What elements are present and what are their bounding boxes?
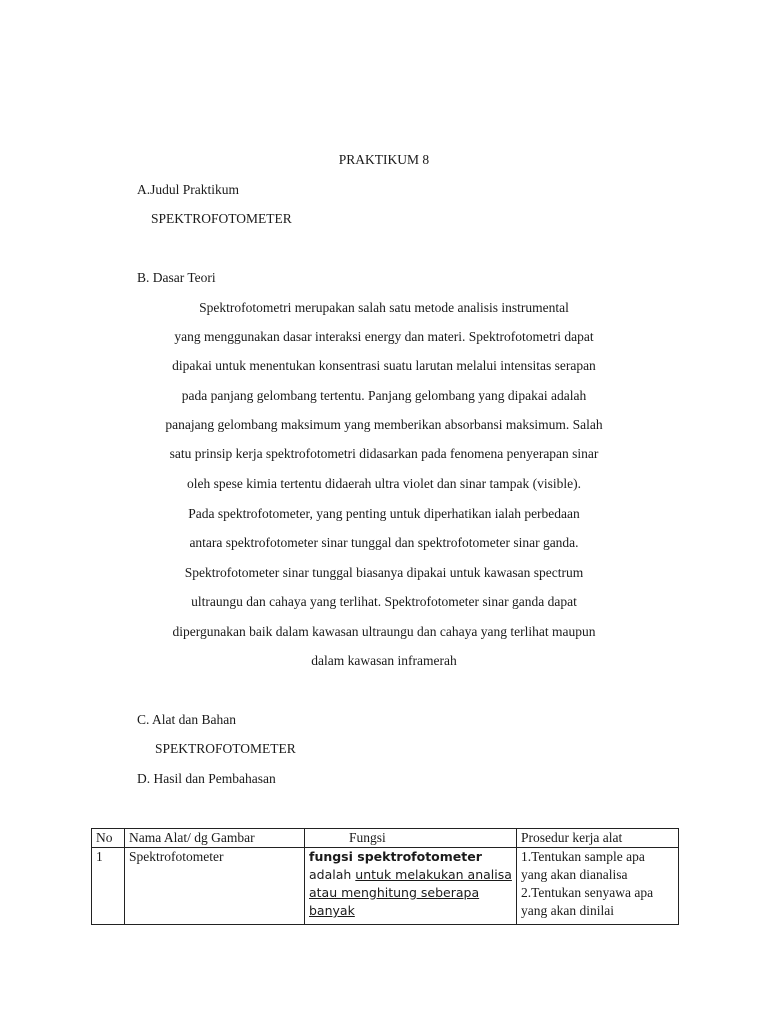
paragraph-line: panajang gelombang maksimum yang memberikan absorbansi maksimum. Salah: [165, 417, 603, 432]
section-b-heading: B. Dasar Teori: [137, 270, 216, 285]
section-a-content: SPEKTROFOTOMETER: [151, 211, 292, 226]
paragraph-line: satu prinsip kerja spektrofotometri didasarkan pada fenomena penyerapan sinar: [169, 446, 599, 461]
paragraph-line: dipakai untuk menentukan konsentrasi suatu larutan melalui intensitas serapan: [172, 358, 596, 373]
section-c-heading: C. Alat dan Bahan: [137, 712, 236, 727]
header-nama-alat: Nama Alat/ dg Gambar: [125, 829, 305, 848]
paragraph-line: yang menggunakan dasar interaksi energy dan materi. Spektrofotometri dapat: [174, 329, 594, 344]
table-header-row: [92, 829, 679, 848]
prosedur-step: 1.Tentukan sample apa yang akan dianalisa: [521, 849, 645, 882]
paragraph-line: Spektrofotometer sinar tunggal biasanya dipakai untuk kawasan spectrum: [184, 565, 584, 580]
paragraph-line: dipergunakan baik dalam kawasan ultraungu dan cahaya yang terlihat maupun: [172, 624, 596, 639]
fungsi-bold-text: fungsi spektrofotometer: [309, 849, 482, 864]
paragraph-line: Pada spektrofotometer, yang penting untuk diperhatikan ialah perbedaan: [188, 506, 580, 521]
section-d-heading: D. Hasil dan Pembahasan: [137, 771, 276, 786]
paragraph-line: antara spektrofotometer sinar tunggal dan spektrofotometer sinar ganda.: [189, 535, 579, 550]
header-no: No: [92, 829, 125, 848]
header-prosedur: Prosedur kerja alat: [517, 829, 679, 848]
section-c-content: SPEKTROFOTOMETER: [155, 741, 296, 756]
cell-fungsi: [305, 848, 517, 925]
cell-prosedur: [517, 848, 679, 925]
section-a-heading: A.Judul Praktikum: [137, 182, 240, 197]
table-row: [92, 848, 679, 925]
paragraph-line: Spektrofotometri merupakan salah satu metode analisis instrumental: [199, 300, 569, 315]
results-table: [91, 828, 679, 925]
cell-no: 1: [92, 848, 125, 925]
paragraph-line: oleh spese kimia tertentu didaerah ultra violet dan sinar tampak (visible).: [187, 476, 581, 491]
cell-nama-alat: Spektrofotometer: [125, 848, 305, 925]
paragraph-line: ultraungu dan cahaya yang terlihat. Spektrofotometer sinar ganda dapat: [191, 594, 577, 609]
paragraph-line: dalam kawasan inframerah: [311, 653, 457, 668]
fungsi-underlined-text: untuk melakukan analisa atau menghitung seberapa banyak: [309, 867, 512, 918]
prosedur-step: 2.Tentukan senyawa apa yang akan dinilai: [521, 885, 654, 918]
document-title: PRAKTIKUM 8: [338, 152, 430, 167]
fungsi-plain-text: adalah: [309, 867, 352, 882]
paragraph-line: pada panjang gelombang tertentu. Panjang gelombang yang dipakai adalah: [181, 388, 587, 403]
header-fungsi: Fungsi: [305, 829, 517, 848]
